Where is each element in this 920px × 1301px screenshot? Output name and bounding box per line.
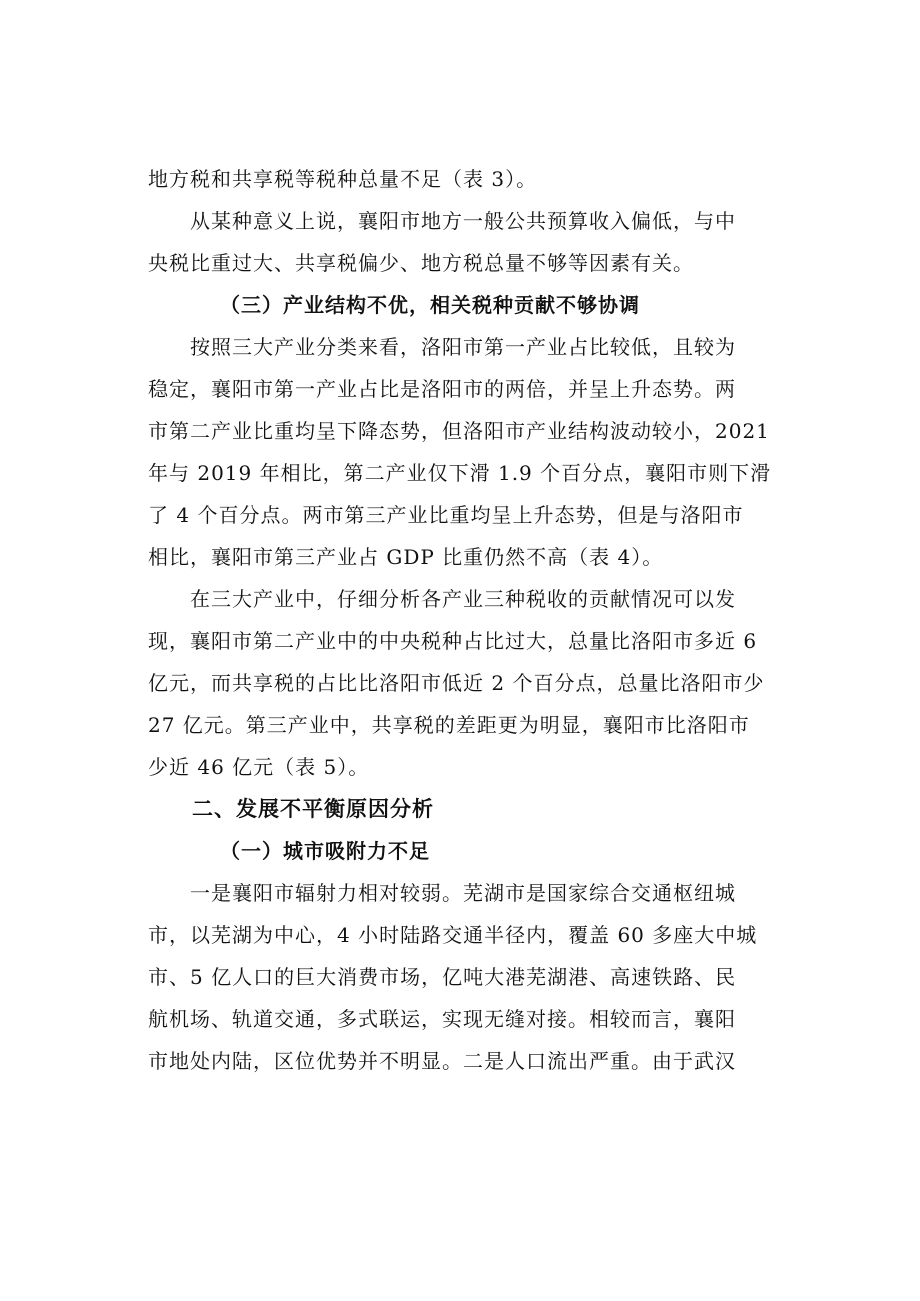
paragraph-line: 市地处内陆，区位优势并不明显。二是人口流出严重。由于武汉 — [148, 1049, 736, 1073]
paragraph-line: 市、5 亿人口的巨大消费市场，亿吨大港芜湖港、高速铁路、民 — [148, 965, 737, 989]
paragraph-line: 按照三大产业分类来看，洛阳市第一产业占比较低，且较为 — [190, 335, 736, 359]
paragraph-line: 亿元，而共享税的占比比洛阳市低近 2 个百分点，总量比洛阳市少 — [148, 671, 765, 695]
paragraph-line: 从某种意义上说，襄阳市地方一般公共预算收入偏低，与中 — [190, 209, 736, 233]
paragraph-line: 27 亿元。第三产业中，共享税的差距更为明显，襄阳市比洛阳市 — [148, 713, 750, 737]
paragraph-line: 央税比重过大、共享税偏少、地方税总量不够等因素有关。 — [148, 251, 694, 275]
paragraph-line: 市，以芜湖为中心，4 小时陆路交通半径内，覆盖 60 多座大中城 — [148, 923, 758, 947]
chapter-heading: 二、发展不平衡原因分析 — [192, 797, 434, 821]
document-page — [148, 158, 800, 1082]
section-heading-1: （一）城市吸附力不足 — [220, 839, 430, 863]
section-heading-3: （三）产业结构不优，相关税种贡献不够协调 — [220, 293, 640, 317]
paragraph-line: 少近 46 亿元（表 5）。 — [148, 755, 370, 779]
paragraph-line: 市第二产业比重均呈下降态势，但洛阳市产业结构波动较小，2021 — [148, 419, 770, 443]
paragraph-line: 相比，襄阳市第三产业占 GDP 比重仍然不高（表 4）。 — [148, 545, 664, 569]
paragraph-line: 在三大产业中，仔细分析各产业三种税收的贡献情况可以发 — [190, 587, 736, 611]
paragraph-line: 现，襄阳市第二产业中的中央税种占比过大，总量比洛阳市多近 6 — [148, 629, 758, 653]
paragraph-line: 稳定，襄阳市第一产业占比是洛阳市的两倍，并呈上升态势。两 — [148, 377, 736, 401]
paragraph-line: 了 4 个百分点。两市第三产业比重均呈上升态势，但是与洛阳市 — [148, 503, 744, 527]
paragraph-line: 年与 2019 年相比，第二产业仅下滑 1.9 个百分点，襄阳市则下滑 — [148, 461, 772, 485]
paragraph-line: 一是襄阳市辐射力相对较弱。芜湖市是国家综合交通枢纽城 — [190, 881, 736, 905]
paragraph-line: 地方税和共享税等税种总量不足（表 3）。 — [148, 167, 538, 191]
paragraph-line: 航机场、轨道交通，多式联运，实现无缝对接。相较而言，襄阳 — [148, 1007, 736, 1031]
